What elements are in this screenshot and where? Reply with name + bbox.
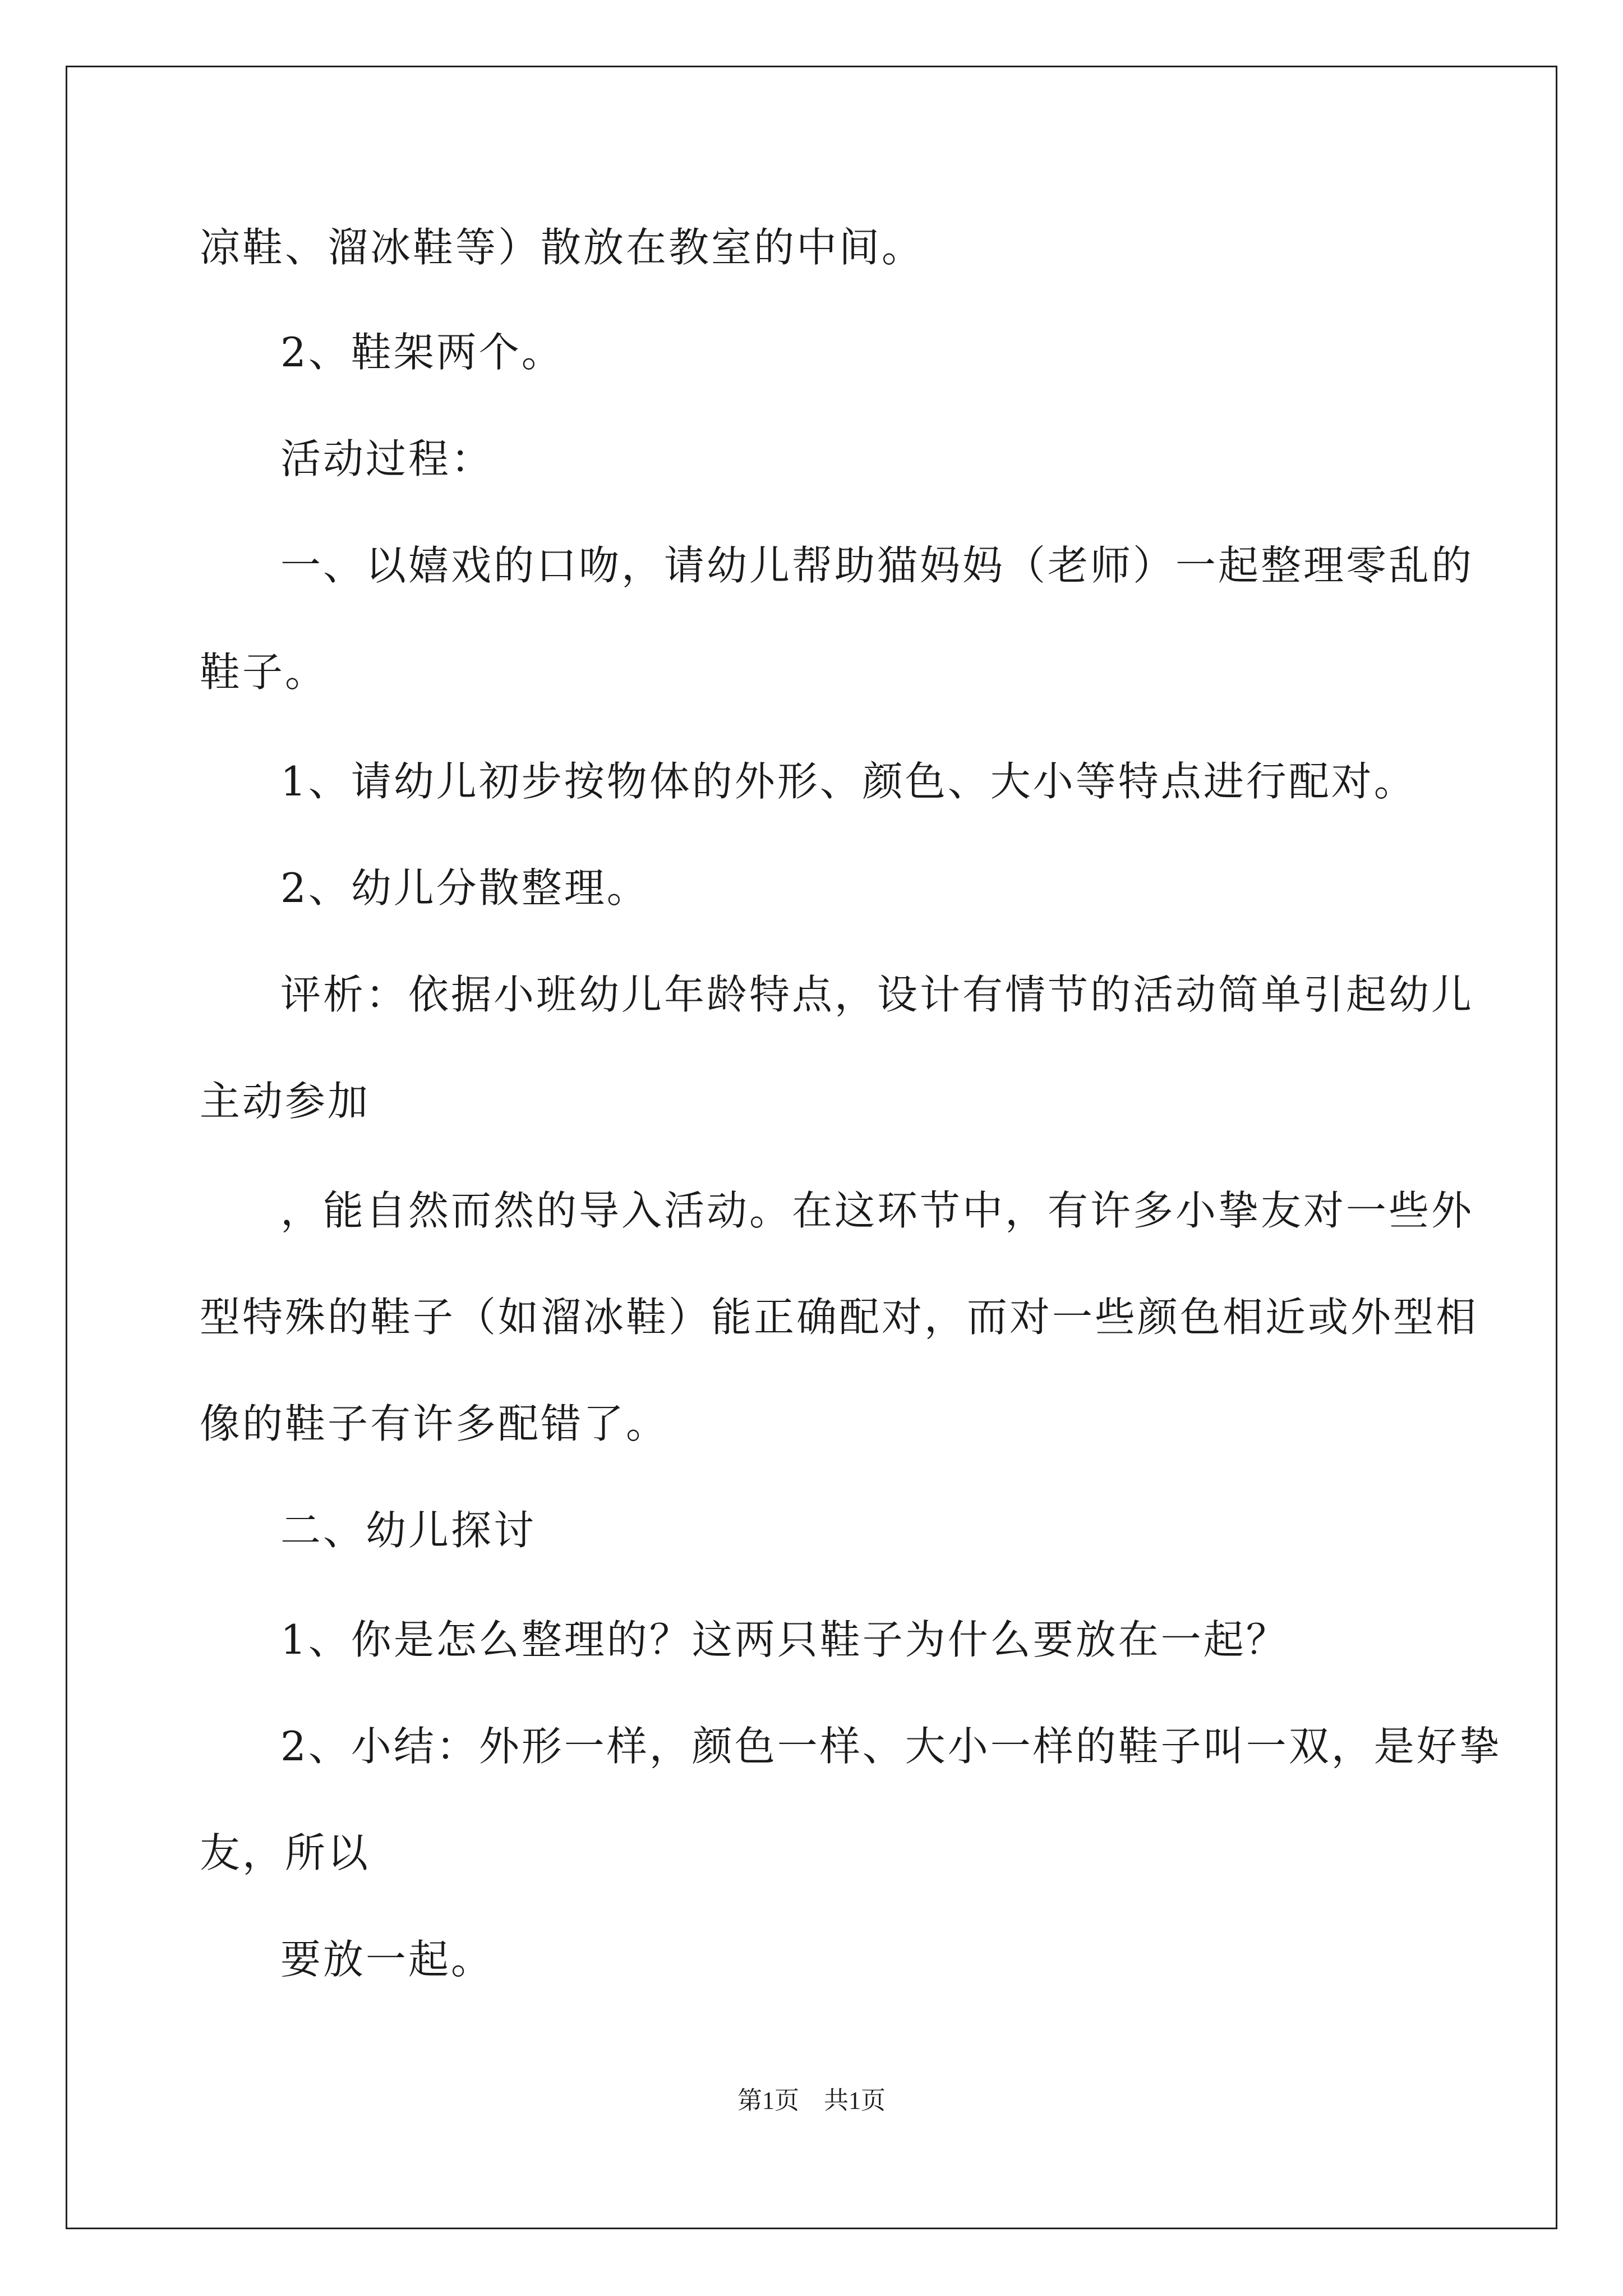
text-line-17: 要放一起。 [280,1936,494,1983]
text-line-15: 2、小结：外形一样，颜色一样、大小一样的鞋子叫一双，是好挚 [280,1723,1502,1770]
page-number-footer: 第1页 共1页 [737,2087,886,2114]
text-line-13: 二、幼儿探讨 [280,1507,537,1554]
text-line-12: 像的鞋子有许多配错了。 [200,1400,669,1447]
text-line-10: ，能自然而然的导入活动。在这环节中，有许多小挚友对一些外 [280,1187,1474,1234]
text-line-7: 2、幼儿分散整理。 [280,864,649,912]
text-line-16: 友，所以 [200,1829,371,1876]
text-line-11: 型特殊的鞋子（如溜冰鞋）能正确配对，而对一些颜色相近或外型相 [200,1294,1479,1341]
text-line-3: 活动过程： [280,435,494,482]
page-border [66,66,1557,2229]
text-line-6: 1、请幼儿初步按物体的外形、颜色、大小等特点进行配对。 [280,758,1417,805]
text-line-4: 一、以嬉戏的口吻，请幼儿帮助猫妈妈（老师）一起整理零乱的 [280,542,1474,589]
text-line-9: 主动参加 [200,1078,371,1125]
text-line-8: 评析：依据小班幼儿年龄特点，设计有情节的活动简单引起幼儿 [280,971,1474,1018]
text-line-5: 鞋子。 [200,648,328,696]
text-line-2: 2、鞋架两个。 [280,329,564,376]
text-line-1: 凉鞋、溜冰鞋等）散放在教室的中间。 [200,224,925,271]
text-line-14: 1、你是怎么整理的？这两只鞋子为什么要放在一起？ [280,1616,1289,1663]
